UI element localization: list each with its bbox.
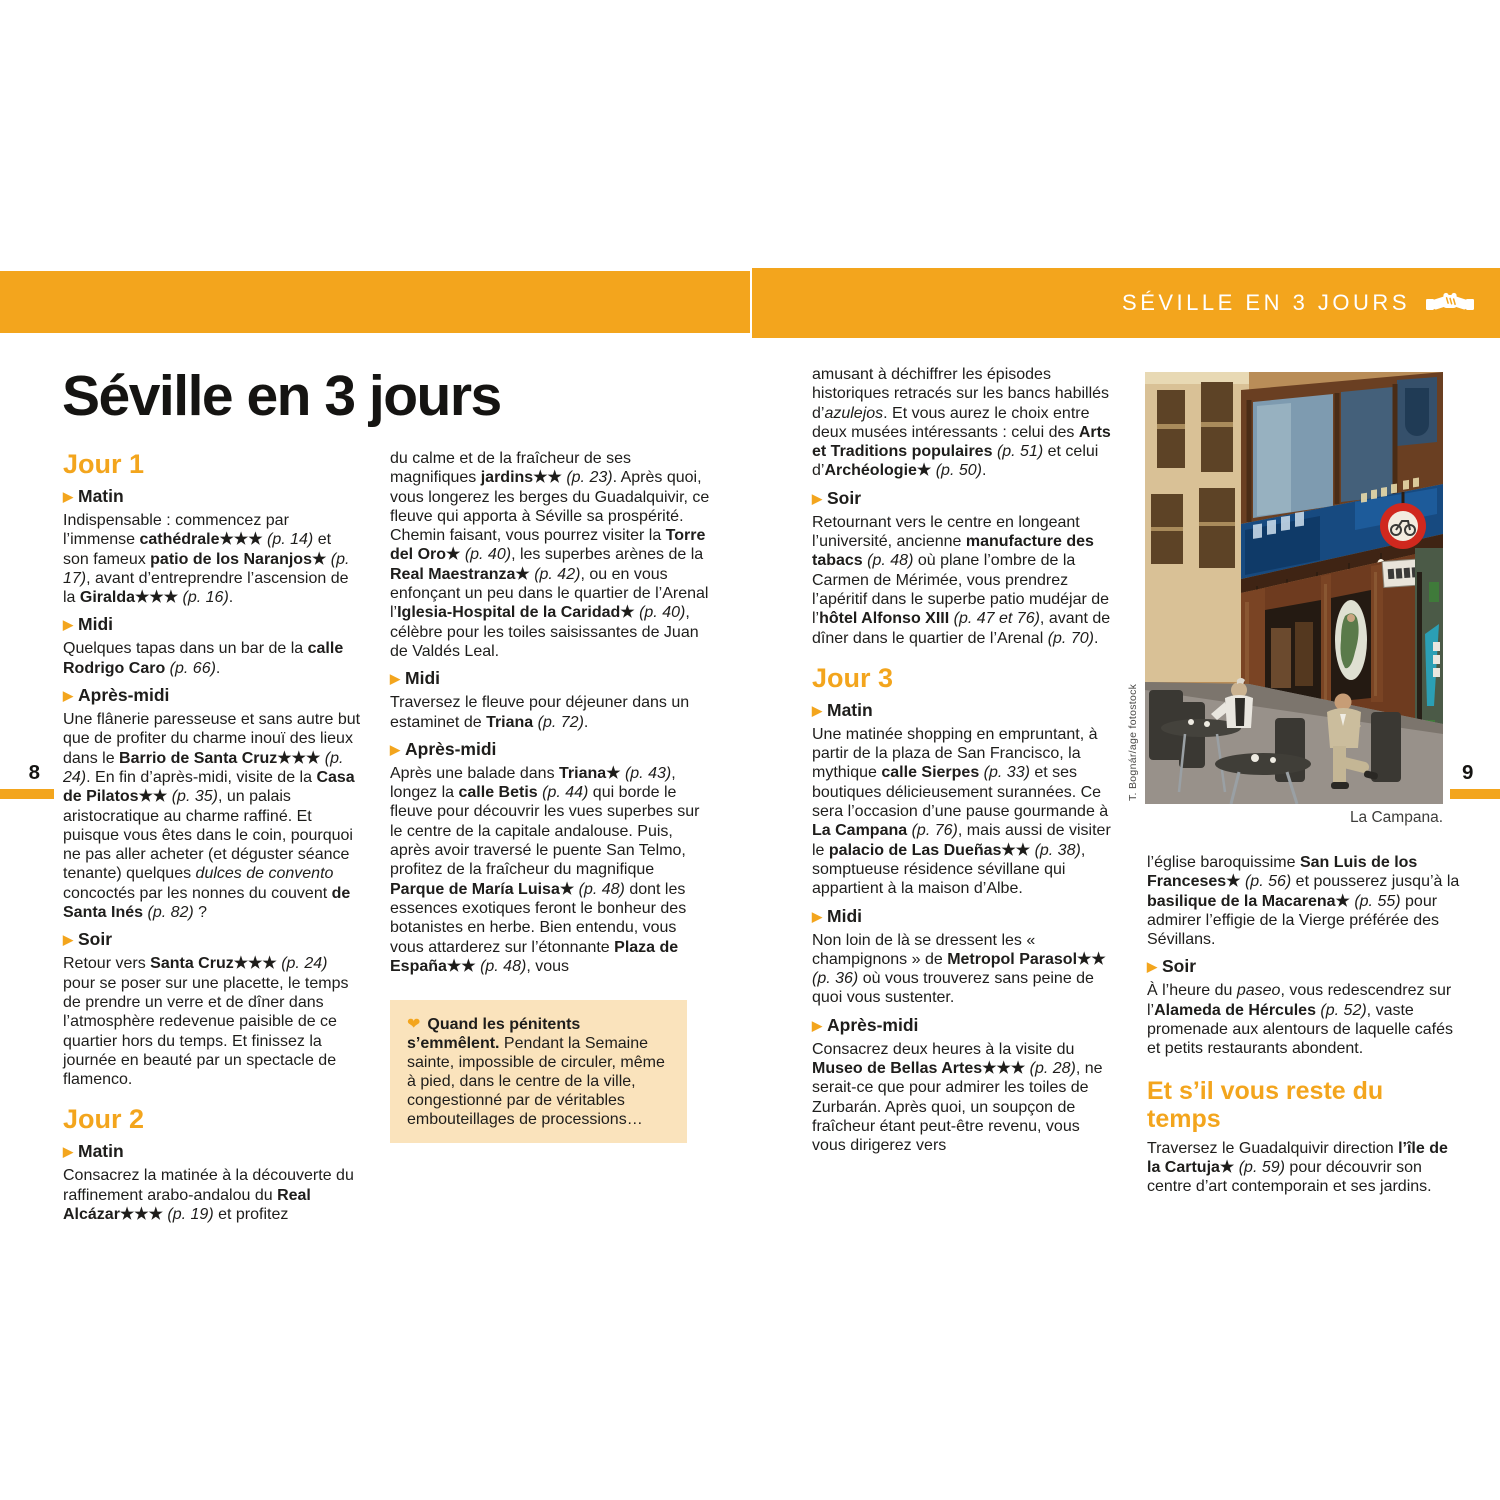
paragraph: Traversez le Guadalquivir direction l’île de la Cartuja★ (p. 59) pour découvrir son centre d’art contemporain et ses jardins. bbox=[1147, 1139, 1448, 1196]
time-of-day-text: Soir bbox=[1162, 956, 1197, 977]
extra-time-heading: Et s’il vous reste du temps bbox=[1147, 1076, 1384, 1133]
paragraph: Après une balade dans Triana★ (p. 43), longez la calle Betis (p. 44) qui borde le fleuve pour découvrir les vues superbes sur le centre de la capitale andalouse. Puis, après avoir traversé le puente San Telmo, profitez de la fraîcheur du magnifique Parque de María Luisa★ (p. 48) dont les essences exotiques feront le bonheur des botanistes en herbe. Bien entendu, vous vous attarderez sur l’étonnante Plaza de España★★ (p. 48), vous bbox=[390, 764, 700, 975]
time-of-day-text: Soir bbox=[78, 929, 113, 950]
paragraph: Quelques tapas dans un bar de la calle Rodrigo Caro (p. 66). bbox=[63, 640, 344, 677]
triangle-bullet-icon: ▶ bbox=[812, 1017, 822, 1033]
triangle-bullet-icon: ▶ bbox=[63, 1144, 73, 1160]
time-of-day-text: Matin bbox=[827, 699, 873, 720]
triangle-bullet-icon: ▶ bbox=[812, 908, 822, 924]
time-of-day-label bbox=[1147, 956, 1463, 978]
column-3 bbox=[812, 365, 1116, 1159]
time-of-day-text: Matin bbox=[78, 1141, 124, 1162]
section-header: SÉVILLE EN 3 JOURS bbox=[1122, 290, 1410, 315]
handshake-icon bbox=[1426, 284, 1474, 322]
time-of-day-text: Midi bbox=[405, 668, 440, 689]
paragraph: À l’heure du paseo, vous redescendrez sur l’Alameda de Hércules (p. 52), vaste promenade aux alentours de laquelle cafés et petits restaurants abondent. bbox=[1147, 982, 1453, 1058]
page-number-left: 8 bbox=[28, 761, 40, 784]
time-of-day-text: Après-midi bbox=[405, 738, 497, 759]
header-band-right bbox=[752, 268, 1500, 338]
time-of-day-label bbox=[63, 1141, 361, 1163]
time-of-day-text: Midi bbox=[827, 905, 862, 926]
heart-icon: ❤ bbox=[407, 1016, 421, 1034]
time-of-day-label bbox=[63, 929, 361, 951]
cafe-photo-illustration bbox=[1145, 372, 1443, 804]
time-of-day-label bbox=[390, 668, 712, 690]
time-of-day-text: Après-midi bbox=[827, 1014, 919, 1035]
header-band-left bbox=[0, 271, 750, 333]
time-of-day-label bbox=[812, 700, 1116, 722]
paragraph: Non loin de là se dressent les « champignons » de Metropol Parasol★★ (p. 36) où vous trouverez sans peine de quoi vous sustenter. bbox=[812, 931, 1106, 1007]
tip-box bbox=[390, 1000, 687, 1143]
triangle-bullet-icon: ▶ bbox=[63, 617, 73, 633]
triangle-bullet-icon: ▶ bbox=[812, 702, 822, 718]
column-1 bbox=[63, 449, 361, 1227]
triangle-bullet-icon: ▶ bbox=[63, 489, 73, 504]
time-of-day-label bbox=[812, 906, 1116, 928]
paragraph: Retour vers Santa Cruz★★★ (p. 24) pour se poser sur une placette, le temps de prendre un verre et de dîner dans l’atmosphère redevenue paisible de ce quartier hors du temps. Et finissez la journée en beauté par un spectacle de flamenco. bbox=[63, 955, 349, 1089]
paragraph: Indispensable : commencez par l’immense cathédrale★★★ (p. 14) et son fameux patio de los Naranjos★ (p. 17), avant d’entreprendre l’ascension de la Giralda★★★ (p. 16). bbox=[63, 512, 350, 607]
paragraph: Une matinée shopping en empruntant, à partir de la plaza de San Francisco, la mythique calle Sierpes (p. 33) et ses boutiques délicieusement surannées. Ce sera l’occasion d’une pause gourmande à La Campana (p. 76), mais aussi de visiter le palacio de Las Dueñas★★ (p. 38), somptueuse résidence sévillane qui appartient à la maison d’Albe. bbox=[812, 725, 1111, 898]
paragraph: du calme et de la fraîcheur de ses magnifiques jardins★★ (p. 23). Après quoi, vous longerez les berges du Guadalquivir, ce fleuve qui apporta à Séville sa prospérité. Chemin faisant, vous pourrez visiter la Torre del Oro★ (p. 40), les superbes arènes de la Real Maestranza★ (p. 42), ou en vous enfonçant un peu dans le quartier de l’Arenal l’Iglesia-Hospital de la Caridad★ (p. 40), célèbre pour les toiles saisissantes de Juan de Valdés Leal. bbox=[390, 450, 710, 660]
paragraph: Consacrez deux heures à la visite du Museo de Bellas Artes★★★ (p. 28), ne serait-ce que pour admirer les toiles de Zurbarán. Après quoi, un soupçon de fraîcheur étant peut-être revenu, vous vous dirigerez vers bbox=[812, 1040, 1103, 1155]
time-of-day-label bbox=[63, 614, 361, 636]
day-heading: Jour 3 bbox=[812, 662, 894, 693]
photo-caption: La Campana. bbox=[1349, 809, 1443, 826]
cafe-la-campana-photo bbox=[1145, 372, 1443, 804]
page-number-right: 9 bbox=[1462, 761, 1474, 784]
time-of-day-label bbox=[63, 685, 361, 707]
time-of-day-label bbox=[812, 1015, 1116, 1037]
page-number-bar-left bbox=[0, 789, 54, 799]
paragraph: Traversez le fleuve pour déjeuner dans un estaminet de Triana (p. 72). bbox=[390, 694, 690, 731]
photo-credit: T. Bognár/age fotostock bbox=[1127, 683, 1139, 801]
column-2 bbox=[390, 449, 712, 1143]
paragraph: Retournant vers le centre en longeant l’université, ancienne manufacture des tabacs (p. 48) où plane l’ombre de la Carmen de Mérimée, vous prendrez l’apéritif dans le superbe patio mudéjar de l’hôtel Alfonso XIII (p. 47 et 76), avant de dîner dans le quartier de l’Arenal (p. 70). bbox=[812, 513, 1111, 647]
paragraph: amusant à déchiffrer les épisodes historiques retracés sur les bancs habillés d’azulejos. Et vous aurez le choix entre deux musées intéressants : celui des Arts et Traditions populaires (p. 51) et celui d’Archéologie★ (p. 50). bbox=[812, 366, 1111, 480]
triangle-bullet-icon: ▶ bbox=[1147, 959, 1157, 975]
time-of-day-text: Après-midi bbox=[78, 685, 170, 706]
paragraph: Une flânerie paresseuse et sans autre but que de profiter du charme inouï des lieux dans le Barrio de Santa Cruz★★★ (p. 24). En fin d’après-midi, visite de la Casa de Pilatos★★ (p. 35), un palais aristocratique au charme raffiné. Et puisque vous êtes dans le coin, pourquoi ne pas aller acheter (et déguster séance tenante) quelques dulces de convento concoctés par les nonnes du couvent de Santa Inés (p. 82) ? bbox=[63, 711, 361, 922]
triangle-bullet-icon: ▶ bbox=[390, 741, 400, 757]
page-title: Séville en 3 jours bbox=[62, 364, 501, 428]
triangle-bullet-icon: ▶ bbox=[63, 688, 73, 704]
day-heading: Jour 1 bbox=[63, 449, 145, 479]
column-4 bbox=[1147, 853, 1463, 1200]
paragraph: l’église baroquissime San Luis de los Franceses★ (p. 56) et pousserez jusqu’à la basilique de la Macarena★ (p. 55) pour admirer l’effigie de la Vierge préférée des Sévillans. bbox=[1147, 854, 1460, 949]
triangle-bullet-icon: ▶ bbox=[390, 671, 400, 687]
triangle-bullet-icon: ▶ bbox=[63, 932, 73, 948]
time-of-day-label bbox=[63, 486, 361, 508]
time-of-day-text: Soir bbox=[827, 487, 862, 508]
time-of-day-label bbox=[812, 488, 1116, 510]
time-of-day-text: Midi bbox=[78, 614, 113, 635]
triangle-bullet-icon: ▶ bbox=[812, 490, 822, 506]
time-of-day-label bbox=[390, 739, 712, 761]
paragraph: Consacrez la matinée à la découverte du raffinement arabo-andalou du Real Alcázar★★★ (p. 19) et profitez bbox=[63, 1167, 354, 1224]
day-heading: Jour 2 bbox=[63, 1104, 145, 1135]
time-of-day-text: Matin bbox=[78, 486, 124, 506]
tip-box-text: ❤ Quand les pénitents s’emmêlent. Pendant la Semaine sainte, impossible de circuler, même à pied, dans le centre de la ville, congestionné par de véritables embouteillages de processions… bbox=[407, 1016, 665, 1129]
page-number-bar-right bbox=[1450, 789, 1500, 799]
